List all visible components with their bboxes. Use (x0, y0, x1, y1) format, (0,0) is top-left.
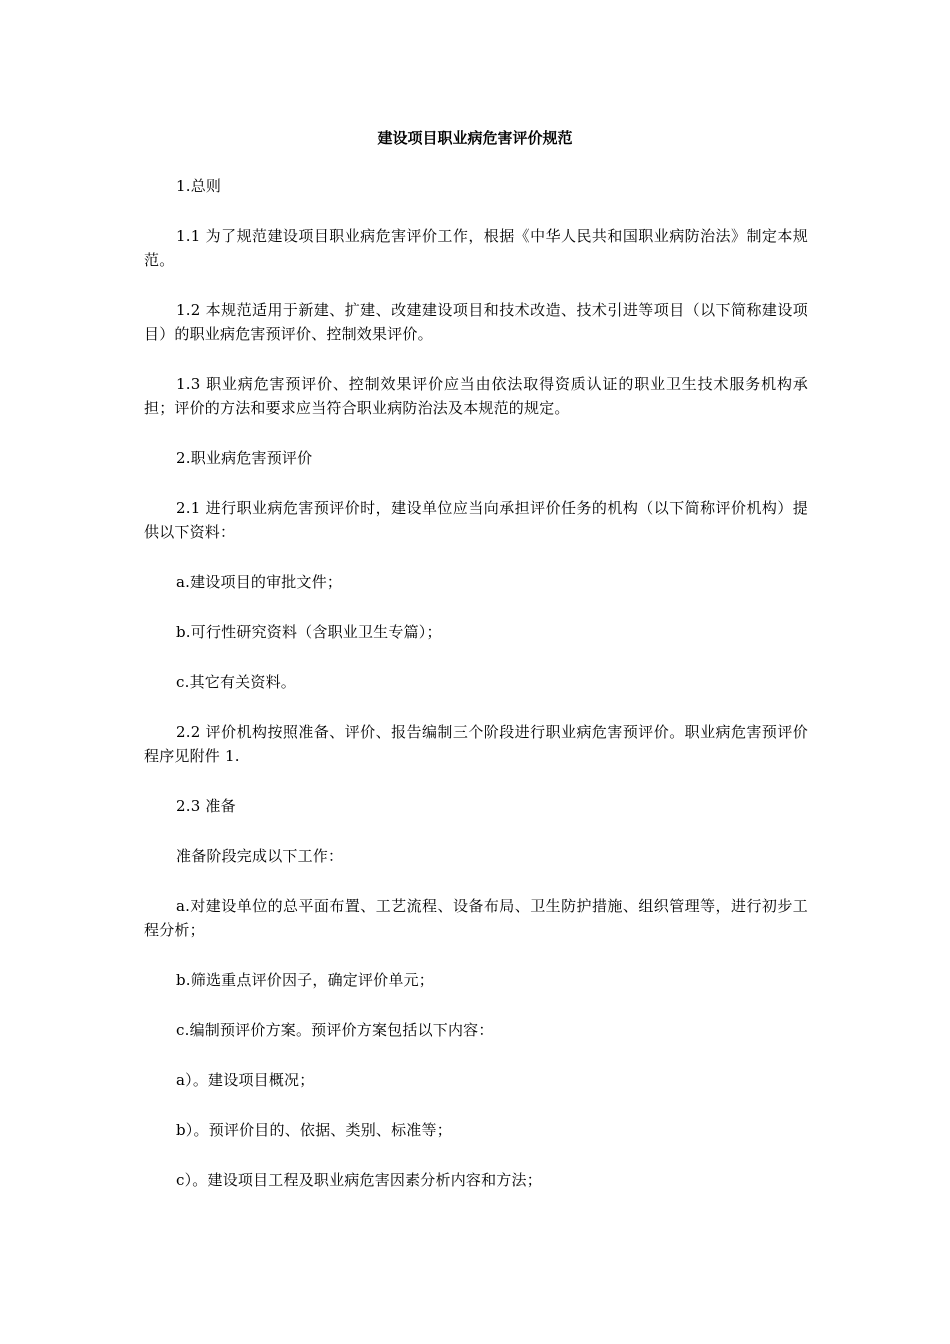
list-item-2-3-b: b.筛选重点评价因子，确定评价单元； (176, 971, 434, 989)
document-title: 建设项目职业病危害评价规范 (377, 129, 573, 147)
list-item-2-1-c: c.其它有关资料。 (176, 673, 296, 691)
paragraph-2-3-intro: 准备阶段完成以下工作： (176, 847, 344, 865)
paragraph-2-2: 2.2 评价机构按照准备、评价、报告编制三个阶段进行职业病危害预评价。职业病危害预评价程序见附件 1. (144, 723, 808, 765)
sub-item-c: c）。建设项目工程及职业病危害因素分析内容和方法； (176, 1171, 542, 1189)
section-heading-2-3: 2.3 准备 (176, 797, 236, 815)
list-item-2-1-a: a.建设项目的审批文件； (176, 573, 343, 591)
paragraph-1-3: 1.3 职业病危害预评价、控制效果评价应当由依法取得资质认证的职业卫生技术服务机构承担；评价的方法和要求应当符合职业病防治法及本规范的规定。 (144, 375, 808, 417)
section-heading-1: 1.总则 (176, 177, 222, 195)
list-item-2-3-c: c.编制预评价方案。预评价方案包括以下内容： (176, 1021, 494, 1039)
list-item-2-3-a: a.对建设单位的总平面布置、工艺流程、设备布局、卫生防护措施、组织管理等，进行初步工程分析； (144, 897, 808, 939)
paragraph-1-2: 1.2 本规范适用于新建、扩建、改建建设项目和技术改造、技术引进等项目（以下简称建设项目）的职业病危害预评价、控制效果评价。 (144, 301, 808, 343)
section-heading-2: 2.职业病危害预评价 (176, 449, 313, 467)
sub-item-b: b）。预评价目的、依据、类别、标准等； (176, 1121, 452, 1139)
paragraph-1-1: 1.1 为了规范建设项目职业病危害评价工作，根据《中华人民共和国职业病防治法》制定本规范。 (144, 227, 808, 269)
paragraph-2-1: 2.1 进行职业病危害预评价时，建设单位应当向承担评价任务的机构（以下简称评价机构）提供以下资料： (144, 499, 808, 541)
list-item-2-1-b: b.可行性研究资料（含职业卫生专篇）； (176, 623, 442, 641)
sub-item-a: a）。建设项目概况； (176, 1071, 315, 1089)
document-body (144, 174, 808, 1218)
